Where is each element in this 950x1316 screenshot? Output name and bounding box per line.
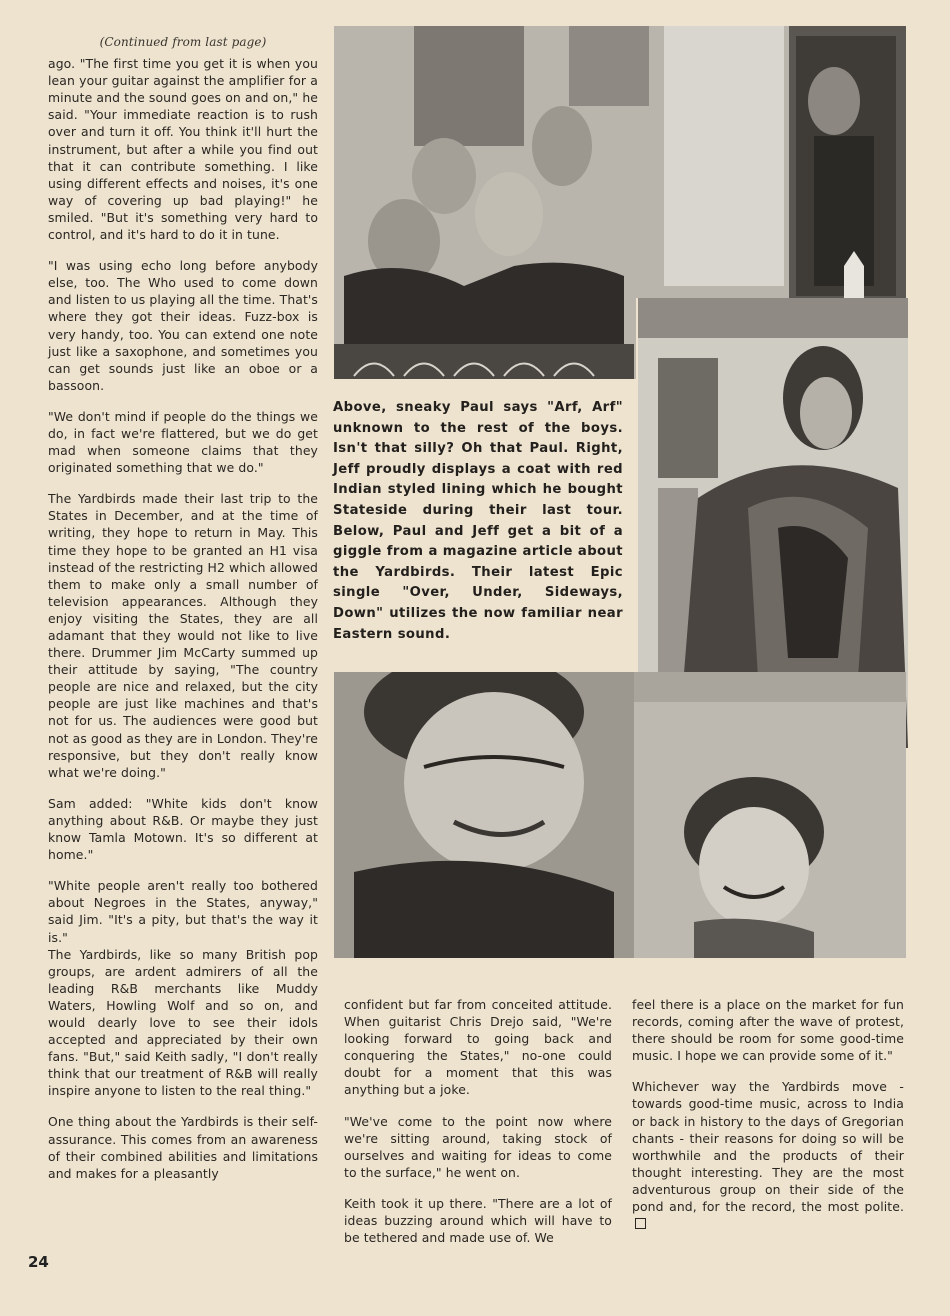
right-article-column [632,996,904,1232]
article-paragraph: One thing about the Yardbirds is their self-assurance. This comes from an awareness of their combined abilities and limitations and makes for a pleasantly [48,1114,318,1181]
page-number: 24 [28,1253,49,1271]
paul-jeff-giggle-photo [334,672,906,958]
article-paragraph: ago. "The first time you get it is when you lean your guitar against the amplifier for a minute and the sound goes on and on," he said. "Your immediate reaction is to rush over and turn it off. You think it'll hurt the instrument, but after a while you find out that it can contribute something. I like using different effects and noises, it's one way of covering up bad playing!" he smiled. "But it's something very hard to control, and it's hard to do it in tune. [48,56,318,243]
article-paragraph: The Yardbirds, like so many British pop groups, are ardent admirers of all the leading R&B merchants like Muddy Waters, Howling Wolf and so on, and would dearly love to see their idols accepted and appreciated by their own fans. "But," said Keith sadly, "I don't really think that our treatment of R&B will really inspire anyone to listen to the real thing." [48,946,318,1099]
photo-caption: Above, sneaky Paul says "Arf, Arf" unknown to the rest of the boys. Isn't that silly? Oh that Paul. Right, Jeff proudly displays a coat with red Indian styled lining which he bought Stateside during their last tour. Below, Paul and Jeff get a bit of a giggle from a magazine article about the Yardbirds. Their latest Epic single "Over, Under, Sideways, Down" utilizes the now familiar near Eastern sound. [333,400,623,642]
article-paragraph: "White people aren't really too bothered about Negroes in the States, anyway," said Jim. "It's a pity, but that's the way it is." [48,878,318,945]
article-paragraph: feel there is a place on the market for fun records, coming after the wave of protest, there should be room for some good-time music. I hope we can provide some of it." [632,997,904,1064]
continued-note: (Continued from last page) [99,35,267,49]
article-paragraph: "I was using echo long before anybody else, too. The Who used to come down and listen to us playing all the time. That's where they got their ideas. Fuzz-box is very handy, too. You can extend one note just like a saxophone, and sometimes you can get sounds just like an oboe or a bassoon. [48,258,318,393]
article-paragraph: confident but far from conceited attitude. When guitarist Chris Drejo said, "We're looking forward to going back and conquering the States," no-one could doubt for a moment that this was anything but a joke. [344,997,612,1098]
middle-article-column [344,996,612,1246]
end-mark-icon [635,1218,646,1229]
article-paragraph-final [632,1078,904,1232]
article-paragraph: Sam added: "White kids don't know anything about R&B. Or maybe they just know Tamla Motown. It's so different at home." [48,795,318,863]
article-paragraph: "We don't mind if people do the things we do, in fact we're flattered, but we do get mad when someone claims that they originated something that we do." [48,408,318,476]
article-paragraph: Keith took it up there. "There are a lot of ideas buzzing around which will have to be tethered and made use of. We [344,1195,612,1246]
article-paragraph: The Yardbirds made their last trip to the States in December, and at the time of writing, they hope to return in May. This time they hope to be granted an H1 visa instead of the restricting H2 which allowed them to make only a small number of television appearances. Although they enjoy visiting the States, they are all adamant that they would not like to live there. Drummer Jim McCarty summed up their attitude by saying, "The country people are nice and relaxed, but the city people are just like machines and that's not for us. The audiences were good but not as good as they are in London. They're responsive, but they don't really know what we're doing." [48,491,319,780]
article-paragraph: "We've come to the point now where we're sitting around, taking stock of ourselves and waiting for ideas to come to the surface," he went on. [344,1113,612,1180]
final-paragraph-text: Whichever way the Yardbirds move - towards good-time music, across to India or back in history to the days of Gregorian chants - their reasons for doing so will be worthwhile and the products of their thought interesting. They are the most adventurous group on their side of the pond and, for the record, the most polite. [632,1079,904,1215]
giggle-photo-art [334,672,906,958]
left-article-column [48,34,318,1182]
